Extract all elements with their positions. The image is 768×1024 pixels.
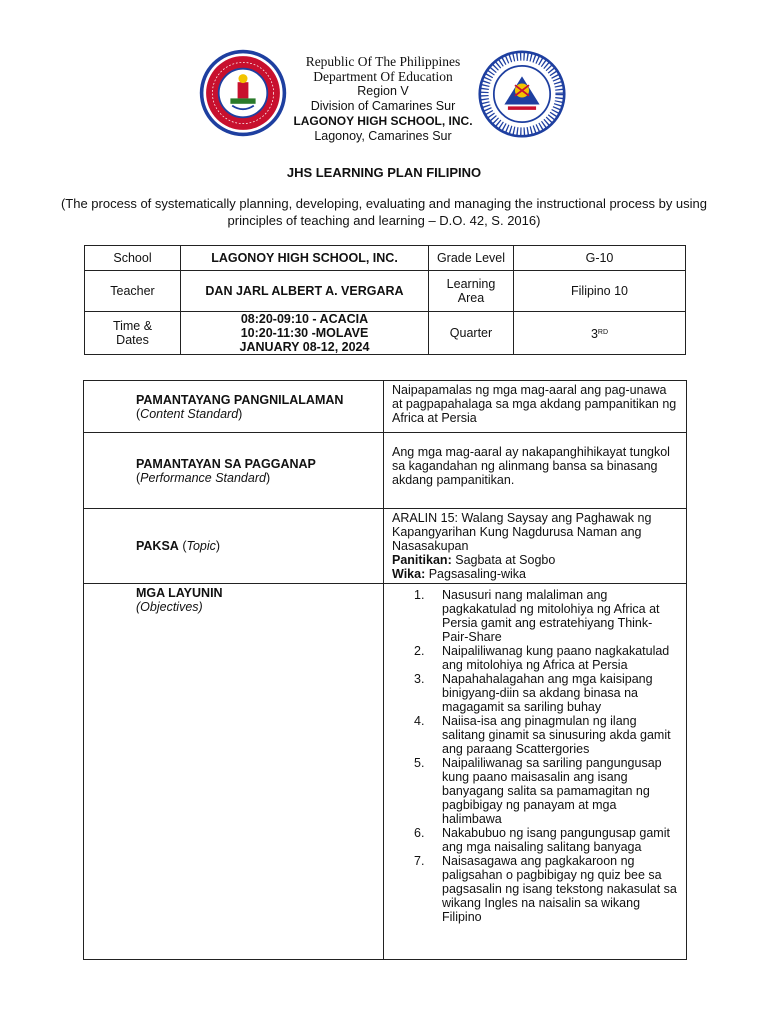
schedule-dates: JANUARY 08-12, 2024 [239, 340, 370, 354]
learning-area-label-line2: Area [457, 291, 485, 305]
content-standard-title: PAMANTAYANG PANGNILALAMAN [136, 392, 344, 407]
topic-header: PAKSA (Topic) [84, 509, 384, 584]
quarter-number: 3 [590, 326, 598, 341]
objective-number: 7. [414, 854, 425, 868]
letterhead-school: LAGONOY HIGH SCHOOL, INC. [293, 114, 473, 128]
wika-label: Wika: [392, 567, 426, 581]
topic-text: ARALIN 15: Walang Saysay ang Paghawak ng Kapangyarihan Kung Nagdurusa Naman ang Nasasakupan [392, 511, 652, 553]
objective-item [414, 756, 678, 826]
objectives-content [384, 584, 687, 960]
quarter-value [514, 312, 686, 355]
performance-standard-row [84, 433, 687, 509]
performance-standard-title: PAMANTAYAN SA PAGGANAP [136, 456, 316, 471]
objective-number: 5. [414, 756, 425, 770]
learning-area-label-line1: Learning [446, 277, 496, 291]
objective-text: Nasusuri nang malaliman ang pagkakatulad ng mitolohiya ng Africa at Persia gamit ang estratehiyang Think-Pair-Share [442, 588, 660, 644]
time-dates-label-line2: Dates [116, 333, 149, 347]
letterhead-address: Lagonoy, Camarines Sur [314, 129, 452, 143]
objective-number: 4. [414, 714, 425, 728]
content-standard-text: Naipapamalas ng mga mag-aaral ang pag-unawa at pagpapahalaga sa mga akdang pampanitikan ng Africa at Persia [384, 381, 687, 433]
topic-content [384, 509, 687, 584]
letterhead-country: Republic Of The Philippines [305, 54, 461, 69]
objectives-subtitle: (Objectives) [136, 600, 203, 614]
content-standard-row [84, 381, 687, 433]
school-seal-logo [198, 48, 288, 138]
grade-level-label: Grade Level [429, 246, 514, 271]
objective-text: Naiisa-isa ang pinagmulan ng ilang salitang ginamit sa sinusuring akda gamit ang paraang Scattergories [442, 714, 671, 756]
objective-text: Naipaliliwanag sa sariling pangungusap kung paano maisasalin ang isang banyagang salita sa pamamagitan ng pagbibigay ng panayam at mga halimbawa [442, 756, 662, 826]
time-dates-label-line1: Time & [112, 319, 153, 333]
learning-area-label [429, 271, 514, 312]
objective-item [414, 826, 678, 854]
objective-number: 3. [414, 672, 425, 686]
objective-text: Naipaliliwanag kung paano nagkakatulad ang mitolohiya ng Africa at Persia [442, 644, 670, 672]
info-row-teacher [85, 271, 686, 312]
objective-item [414, 672, 678, 714]
performance-standard-header: PAMANTAYAN SA PAGGANAP (Performance Standard) [84, 433, 384, 509]
teacher-value: DAN JARL ALBERT A. VERGARA [181, 271, 429, 312]
objective-item [414, 714, 678, 756]
learning-plan-table [83, 380, 687, 960]
objective-number: 6. [414, 826, 425, 840]
info-row-time [85, 312, 686, 355]
info-table [84, 245, 686, 355]
schedule-acacia: 08:20-09:10 - ACACIA [240, 312, 369, 326]
objective-text: Naisasagawa ang pagkakaroon ng paligsahan o pagbibigay ng quiz bee sa pagsasalin ng isang tekstong nakasulat sa wikang Ingles na naisalin sa wikang Filipino [442, 854, 677, 924]
topic-title: PAKSA [136, 539, 179, 553]
school-value: LAGONOY HIGH SCHOOL, INC. [181, 246, 429, 271]
letterhead-division: Division of Camarines Sur [310, 99, 456, 113]
schedule-molave: 10:20-11:30 -MOLAVE [240, 326, 369, 340]
content-standard-subtitle: Content Standard [140, 406, 239, 421]
letterhead-department: Department Of Education [313, 69, 453, 84]
objectives-title: MGA LAYUNIN [136, 586, 223, 600]
quarter-label: Quarter [429, 312, 514, 355]
objectives-row [84, 584, 687, 960]
time-dates-label [85, 312, 181, 355]
objectives-list [414, 588, 678, 924]
objective-text: Napahahalagahan ang mga kaisipang binigyang-diin sa akdang binasa na magagamit sa sariling buhay [442, 672, 653, 714]
content-standard-header: PAMANTAYANG PANGNILALAMAN (Content Standard) [84, 381, 384, 433]
learning-area-value: Filipino 10 [514, 271, 686, 312]
info-row-school [85, 246, 686, 271]
grade-level-value: G-10 [514, 246, 686, 271]
objective-number: 2. [414, 644, 425, 658]
performance-standard-subtitle: Performance Standard [140, 470, 266, 485]
panitikan-label: Panitikan: [392, 553, 452, 567]
panitikan-value: Sagbata at Sogbo [455, 553, 556, 567]
document-description: (The process of systematically planning, developing, evaluating and managing the instructional process by using principles of teaching and learning – D.O. 42, S. 2016) [60, 196, 708, 228]
wika-value: Pagsasaling-wika [428, 567, 526, 581]
objective-item [414, 854, 678, 924]
topic-subtitle: Topic [186, 539, 216, 553]
quarter-suffix: RD [597, 328, 609, 336]
performance-standard-text: Ang mga mag-aaral ay nakapanghihikayat tungkol sa kagandahan ng alinmang bansa sa binasang akdang pampanitikan. [384, 433, 687, 509]
time-dates-value [181, 312, 429, 355]
document-title: JHS LEARNING PLAN FILIPINO [286, 165, 482, 180]
objective-number: 1. [414, 588, 425, 602]
deped-seal-logo [478, 50, 566, 138]
objective-item [414, 644, 678, 672]
objective-item [414, 588, 678, 644]
letterhead [280, 54, 486, 144]
school-label: School [85, 246, 181, 271]
objective-text: Nakabubuo ng isang pangungusap gamit ang mga naisaling salitang banyaga [442, 826, 670, 854]
objectives-header [84, 584, 384, 960]
topic-row [84, 509, 687, 584]
letterhead-region: Region V [357, 84, 409, 98]
teacher-label: Teacher [85, 271, 181, 312]
